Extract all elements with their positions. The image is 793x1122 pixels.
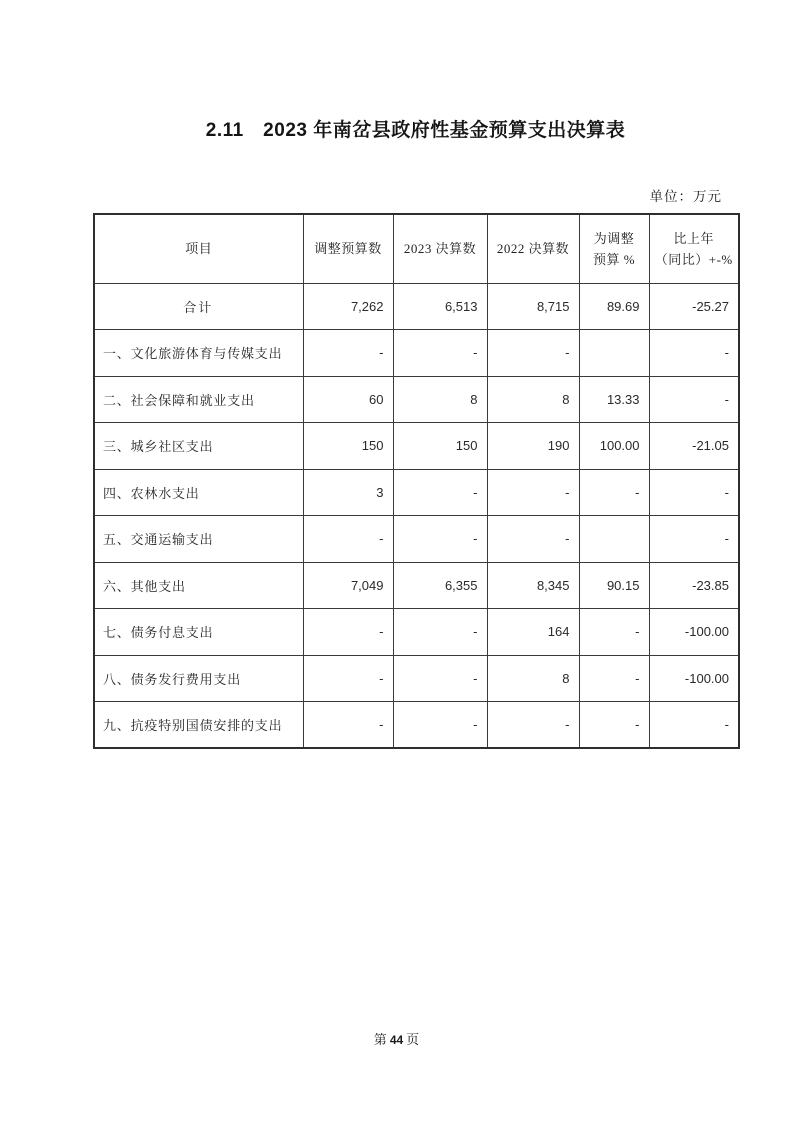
cell-2023-final: - xyxy=(393,609,487,656)
row-item-label: 五、交通运输支出 xyxy=(94,516,303,563)
cell-2022-final: 8,715 xyxy=(487,283,579,330)
table-row-total xyxy=(94,283,739,330)
cell-yoy-change: -23.85 xyxy=(649,562,739,609)
cell-yoy-change: -21.05 xyxy=(649,423,739,470)
cell-2023-final: - xyxy=(393,655,487,702)
cell-pct-of-adjusted: 13.33 xyxy=(579,376,649,423)
cell-adjusted-budget: - xyxy=(303,609,393,656)
row-item-label: 二、社会保障和就业支出 xyxy=(94,376,303,423)
row-item-label: 三、城乡社区支出 xyxy=(94,423,303,470)
cell-pct-of-adjusted: - xyxy=(579,655,649,702)
cell-yoy-change: - xyxy=(649,330,739,377)
col-header-adjusted-budget: 调整预算数 xyxy=(303,214,393,283)
cell-adjusted-budget: 60 xyxy=(303,376,393,423)
cell-2022-final: 164 xyxy=(487,609,579,656)
cell-yoy-change: -100.00 xyxy=(649,655,739,702)
cell-pct-of-adjusted: 90.15 xyxy=(579,562,649,609)
row-item-label: 一、文化旅游体育与传媒支出 xyxy=(94,330,303,377)
row-item-label: 四、农林水支出 xyxy=(94,469,303,516)
table-row xyxy=(94,423,739,470)
cell-pct-of-adjusted: - xyxy=(579,609,649,656)
header-row xyxy=(94,214,739,283)
cell-yoy-change: -100.00 xyxy=(649,609,739,656)
page-footer xyxy=(0,1029,793,1048)
cell-pct-of-adjusted: 100.00 xyxy=(579,423,649,470)
cell-pct-of-adjusted: 89.69 xyxy=(579,283,649,330)
cell-2023-final: - xyxy=(393,330,487,377)
cell-2023-final: - xyxy=(393,702,487,749)
table-row xyxy=(94,702,739,749)
cell-pct-of-adjusted: - xyxy=(579,469,649,516)
cell-2022-final: 8,345 xyxy=(487,562,579,609)
cell-2022-final: 190 xyxy=(487,423,579,470)
table-row xyxy=(94,516,739,563)
header-line-2: 预算 % xyxy=(592,251,636,267)
cell-adjusted-budget: 7,262 xyxy=(303,283,393,330)
cell-adjusted-budget: - xyxy=(303,516,393,563)
table-row xyxy=(94,609,739,656)
cell-yoy-change: - xyxy=(649,469,739,516)
cell-2022-final: - xyxy=(487,516,579,563)
row-item-label: 合计 xyxy=(94,283,303,330)
header-line-1: 为调整 xyxy=(593,230,635,246)
cell-2022-final: 8 xyxy=(487,655,579,702)
col-header-2023-final: 2023 决算数 xyxy=(393,214,487,283)
header-line-2: （同比）+-% xyxy=(654,251,733,267)
cell-2023-final: 150 xyxy=(393,423,487,470)
cell-2023-final: 6,513 xyxy=(393,283,487,330)
cell-yoy-change: - xyxy=(649,702,739,749)
cell-yoy-change: - xyxy=(649,376,739,423)
cell-adjusted-budget: - xyxy=(303,330,393,377)
row-item-label: 七、债务付息支出 xyxy=(94,609,303,656)
table-row xyxy=(94,330,739,377)
cell-pct-of-adjusted xyxy=(579,330,649,377)
cell-adjusted-budget: 7,049 xyxy=(303,562,393,609)
cell-2022-final: 8 xyxy=(487,376,579,423)
table-row xyxy=(94,562,739,609)
cell-2022-final: - xyxy=(487,702,579,749)
cell-pct-of-adjusted xyxy=(579,516,649,563)
cell-2022-final: - xyxy=(487,330,579,377)
row-item-label: 六、其他支出 xyxy=(94,562,303,609)
row-item-label: 九、抗疫特别国债安排的支出 xyxy=(94,702,303,749)
col-header-item: 项目 xyxy=(94,214,303,283)
header-line-1: 比上年 xyxy=(673,230,714,246)
cell-yoy-change: - xyxy=(649,516,739,563)
cell-2022-final: - xyxy=(487,469,579,516)
cell-pct-of-adjusted: - xyxy=(579,702,649,749)
table-body xyxy=(94,283,739,748)
col-header-yoy-change xyxy=(649,214,739,283)
table-row xyxy=(94,469,739,516)
footer-page-number: 44 xyxy=(389,1033,404,1047)
col-header-pct-of-adjusted-budget xyxy=(579,214,649,283)
budget-table xyxy=(93,213,740,749)
cell-2023-final: - xyxy=(393,469,487,516)
cell-2023-final: - xyxy=(393,516,487,563)
unit-label: 单位：万元 xyxy=(649,189,722,204)
cell-adjusted-budget: - xyxy=(303,702,393,749)
footer-suffix: 页 xyxy=(406,1032,420,1047)
cell-adjusted-budget: 3 xyxy=(303,469,393,516)
row-item-label: 八、债务发行费用支出 xyxy=(94,655,303,702)
table-row xyxy=(94,655,739,702)
cell-adjusted-budget: 150 xyxy=(303,423,393,470)
col-header-2022-final: 2022 决算数 xyxy=(487,214,579,283)
cell-yoy-change: -25.27 xyxy=(649,283,739,330)
table-row xyxy=(94,376,739,423)
cell-adjusted-budget: - xyxy=(303,655,393,702)
page-title: 2.11 2023 年南岔县政府性基金预算支出决算表 xyxy=(205,120,626,141)
footer-prefix: 第 xyxy=(373,1032,387,1047)
cell-2023-final: 8 xyxy=(393,376,487,423)
cell-2023-final: 6,355 xyxy=(393,562,487,609)
